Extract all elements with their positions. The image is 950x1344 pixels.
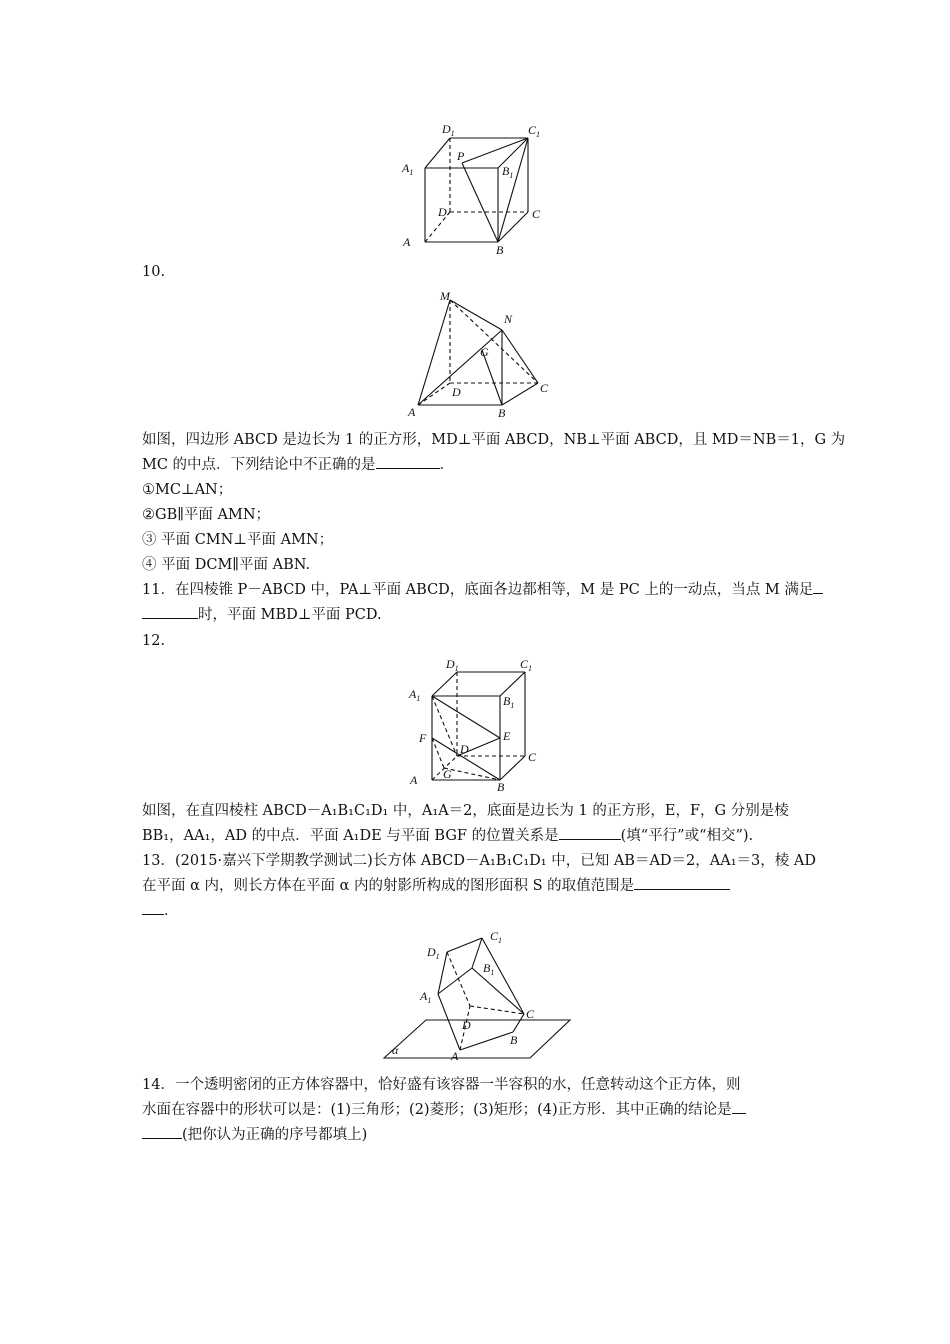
question-13-line3: ． [142, 901, 822, 921]
label-N: N [504, 312, 513, 326]
svg-text:B1: $B_1$ [502, 164, 514, 180]
svg-text:C1: $C_1$ [490, 929, 503, 945]
question-13-line1: 13．(2015·嘉兴下学期教学测试二)长方体 ABCD－A₁B₁C₁D₁ 中，已知 AB＝AD＝2，AA₁＝3，棱 AD [142, 853, 816, 869]
svg-text:C1: $C_1$ [520, 657, 533, 673]
label-B1: B [502, 164, 510, 178]
answer-blank[interactable] [732, 1100, 746, 1114]
question-10-line2: MC 的中点．下列结论中不正确的是 ． [142, 457, 455, 473]
label-A: A [410, 773, 418, 787]
label-A1: A [402, 161, 410, 175]
label-D: D [438, 205, 447, 219]
option-2: ②GB∥平面 AMN； [142, 507, 271, 523]
label-C1: C [490, 929, 499, 943]
svg-text:A1: $A_1$ [409, 687, 421, 703]
question-10-number: 10. [142, 264, 166, 280]
label-G: G [443, 767, 452, 781]
label-D: D [452, 385, 461, 399]
label-C: C [528, 750, 537, 764]
label-A: A [403, 235, 411, 249]
question-12-number: 12. [142, 633, 166, 649]
label-A: A [408, 405, 416, 419]
label-D: D [462, 1018, 471, 1032]
label-A: A [451, 1049, 459, 1063]
option-4: ④ 平面 DCM∥平面 ABN. [142, 557, 311, 573]
figure-cuboid-plane [380, 930, 576, 1064]
label-A1: A [420, 989, 428, 1003]
question-12-line1: 如图，在直四棱柱 ABCD－A₁B₁C₁D₁ 中，A₁A＝2，底面是边长为 1 的正方形，E，F，G 分别是棱 [142, 803, 789, 819]
label-B1: B [503, 694, 511, 708]
question-13-line2: 在平面 α 内，则长方体在平面 α 内的射影所构成的图形面积 S 的取值范围是 [142, 876, 822, 896]
label-F: F [419, 731, 427, 745]
label-C: C [526, 1007, 535, 1021]
label-B: B [497, 780, 505, 794]
figure-prism [405, 652, 555, 798]
answer-blank[interactable] [559, 826, 621, 840]
label-D1: D [442, 122, 451, 136]
label-E: E [503, 729, 511, 743]
question-11-line2: 时，平面 MBD⊥平面 PCD. [142, 605, 822, 625]
label-C: C [532, 207, 541, 221]
svg-text:A1: $A_1$ [402, 161, 414, 177]
figure-cube-p [400, 120, 550, 260]
svg-text:D1: $D_1$ [446, 657, 459, 673]
label-C1: C [528, 123, 537, 137]
svg-text:C1: $C_1$ [528, 123, 541, 139]
svg-text:B1: $B_1$ [483, 961, 495, 977]
svg-text:A1: $A_1$ [420, 989, 432, 1005]
answer-blank[interactable] [376, 455, 440, 469]
figure-mn-square [400, 288, 560, 422]
answer-blank[interactable] [634, 876, 730, 890]
label-B: B [496, 243, 504, 257]
answer-blank[interactable] [813, 580, 823, 594]
label-B: B [510, 1033, 518, 1047]
question-14-line3: (把你认为正确的序号都填上) [142, 1125, 822, 1145]
svg-text:D1: $D_1$ [442, 122, 455, 138]
label-A1: A [409, 687, 417, 701]
label-B1: B [483, 961, 491, 975]
label-M: M [440, 289, 450, 303]
question-14-line1: 14．一个透明密闭的正方体容器中，恰好盛有该容器一半容积的水，任意转动这个正方体，则 [142, 1077, 741, 1093]
question-10-line1: 如图，四边形 ABCD 是边长为 1 的正方形，MD⊥平面 ABCD，NB⊥平面 ABCD，且 MD＝NB＝1，G 为 [142, 432, 846, 448]
question-14-line2: 水面在容器中的形状可以是：(1)三角形；(2)菱形；(3)矩形；(4)正方形．其中正确的结论是 [142, 1100, 822, 1120]
option-3: ③ 平面 CMN⊥平面 AMN； [142, 532, 334, 548]
label-G: G [480, 345, 489, 359]
label-P: P [457, 149, 465, 163]
label-alpha: α [392, 1043, 399, 1057]
label-D1: D [427, 945, 436, 959]
label-C: C [540, 381, 549, 395]
answer-blank[interactable] [142, 901, 164, 915]
label-D: D [460, 742, 469, 756]
question-11-line1: 11．在四棱锥 P－ABCD 中，PA⊥平面 ABCD，底面各边都相等，M 是 PC 上的一动点，当点 M 满足 [142, 580, 822, 600]
question-12-line2: BB₁，AA₁，AD 的中点．平面 A₁DE 与平面 BGF 的位置关系是 (填“平行”或“相交”). [142, 828, 754, 844]
label-D1: D [446, 657, 455, 671]
label-B: B [498, 406, 506, 420]
answer-blank[interactable] [142, 605, 198, 619]
svg-text:D1: $D_1$ [427, 945, 440, 961]
svg-text:B1: $B_1$ [503, 694, 515, 710]
answer-blank[interactable] [142, 1125, 182, 1139]
option-1: ①MC⊥AN； [142, 482, 233, 498]
label-C1: C [520, 657, 529, 671]
